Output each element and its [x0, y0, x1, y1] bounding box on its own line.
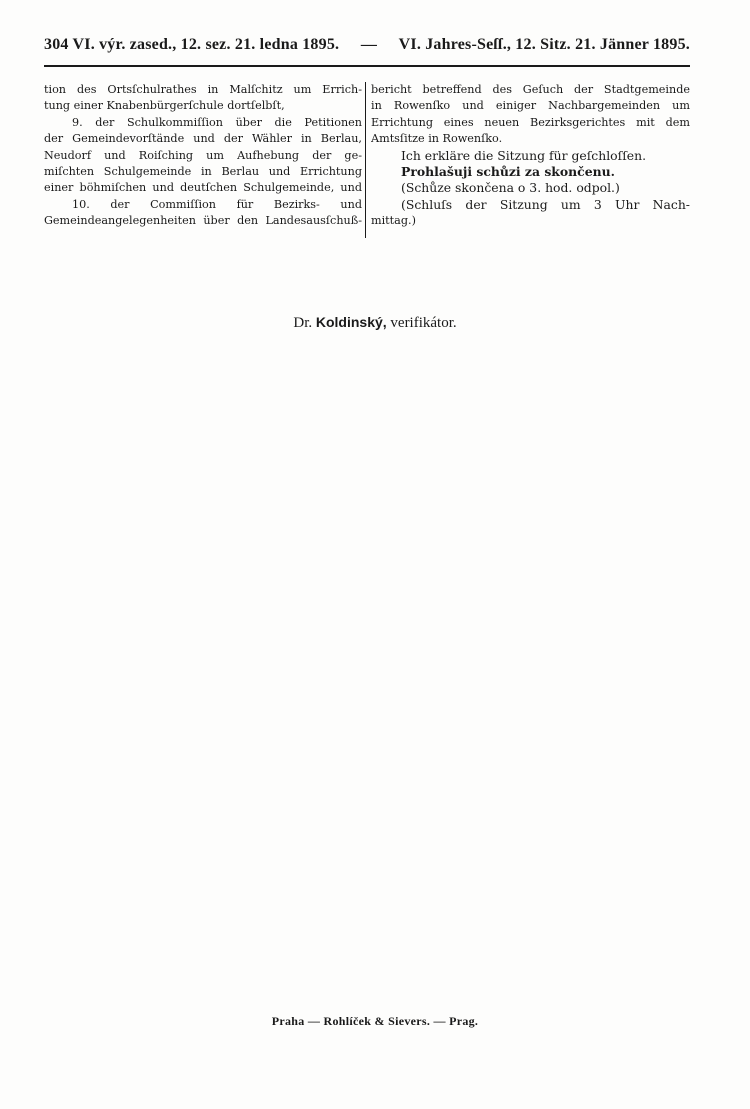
right-line: Amtsſitze in Rowenſko.: [371, 132, 503, 146]
header-separator: —: [360, 36, 378, 53]
left-line: 10. der Commiſſion für Bezirks- und: [72, 197, 362, 211]
printer-imprint: Praha — Rohlíček & Sievers. — Prag.: [271, 1014, 479, 1028]
right-line: mittag.): [371, 214, 416, 228]
right-line: in Rowenſko und einiger Nachbargemeinden um: [371, 99, 690, 113]
verifier-line: [0, 314, 750, 332]
right-column: [371, 82, 690, 230]
header-czech: 304 VI. výr. zased., 12. sez. 21. ledna 1895.: [44, 36, 340, 53]
closing-czech: Prohlašuji schůzi za skončenu.: [401, 164, 615, 180]
column-divider: [365, 82, 366, 238]
closing-time-czech: (Schůze skončena o 3. hod. odpol.): [401, 180, 620, 196]
right-line: Errichtung eines neuen Bezirksgerichtes mit dem: [371, 115, 690, 129]
text-columns: [44, 82, 690, 242]
left-line: tung einer Knabenbürgerſchule dortſelbſt,: [44, 99, 285, 113]
closing-time-german: (Schluſs der Sitzung um 3 Uhr Nach-: [401, 196, 690, 212]
header-german: VI. Jahres-Seſſ., 12. Sitz. 21. Jänner 1895.: [398, 36, 690, 53]
left-line: 9. der Schulkommiſſion über die Petitionen: [72, 115, 362, 129]
header-rule: [44, 65, 690, 67]
left-line: tion des Ortsſchulrathes in Malſchitz um Errich-: [44, 83, 362, 96]
left-column: [44, 82, 362, 230]
verifier-prefix: Dr.: [293, 315, 313, 331]
left-line: miſchten Schulgemeinde in Berlau und Errichtung: [44, 165, 362, 179]
verifier-name: Koldinský,: [315, 314, 387, 330]
verifier-role: verifikátor.: [390, 315, 457, 331]
left-line: Gemeindeangelegenheiten über den Landesausſchuß-: [44, 214, 362, 228]
left-line: einer böhmiſchen und deutſchen Schulgemeinde, und: [44, 181, 362, 195]
right-line: bericht betreffend des Geſuch der Stadtgemeinde: [371, 83, 690, 96]
page-header: [44, 36, 690, 60]
closing-german: Ich erkläre die Sitzung für geſchloſſen.: [401, 147, 647, 163]
left-line: der Gemeindevorſtände und der Wähler in Berlau,: [44, 132, 362, 146]
left-line: Neudorf und Roiſching um Aufhebung der ge-: [44, 148, 362, 162]
